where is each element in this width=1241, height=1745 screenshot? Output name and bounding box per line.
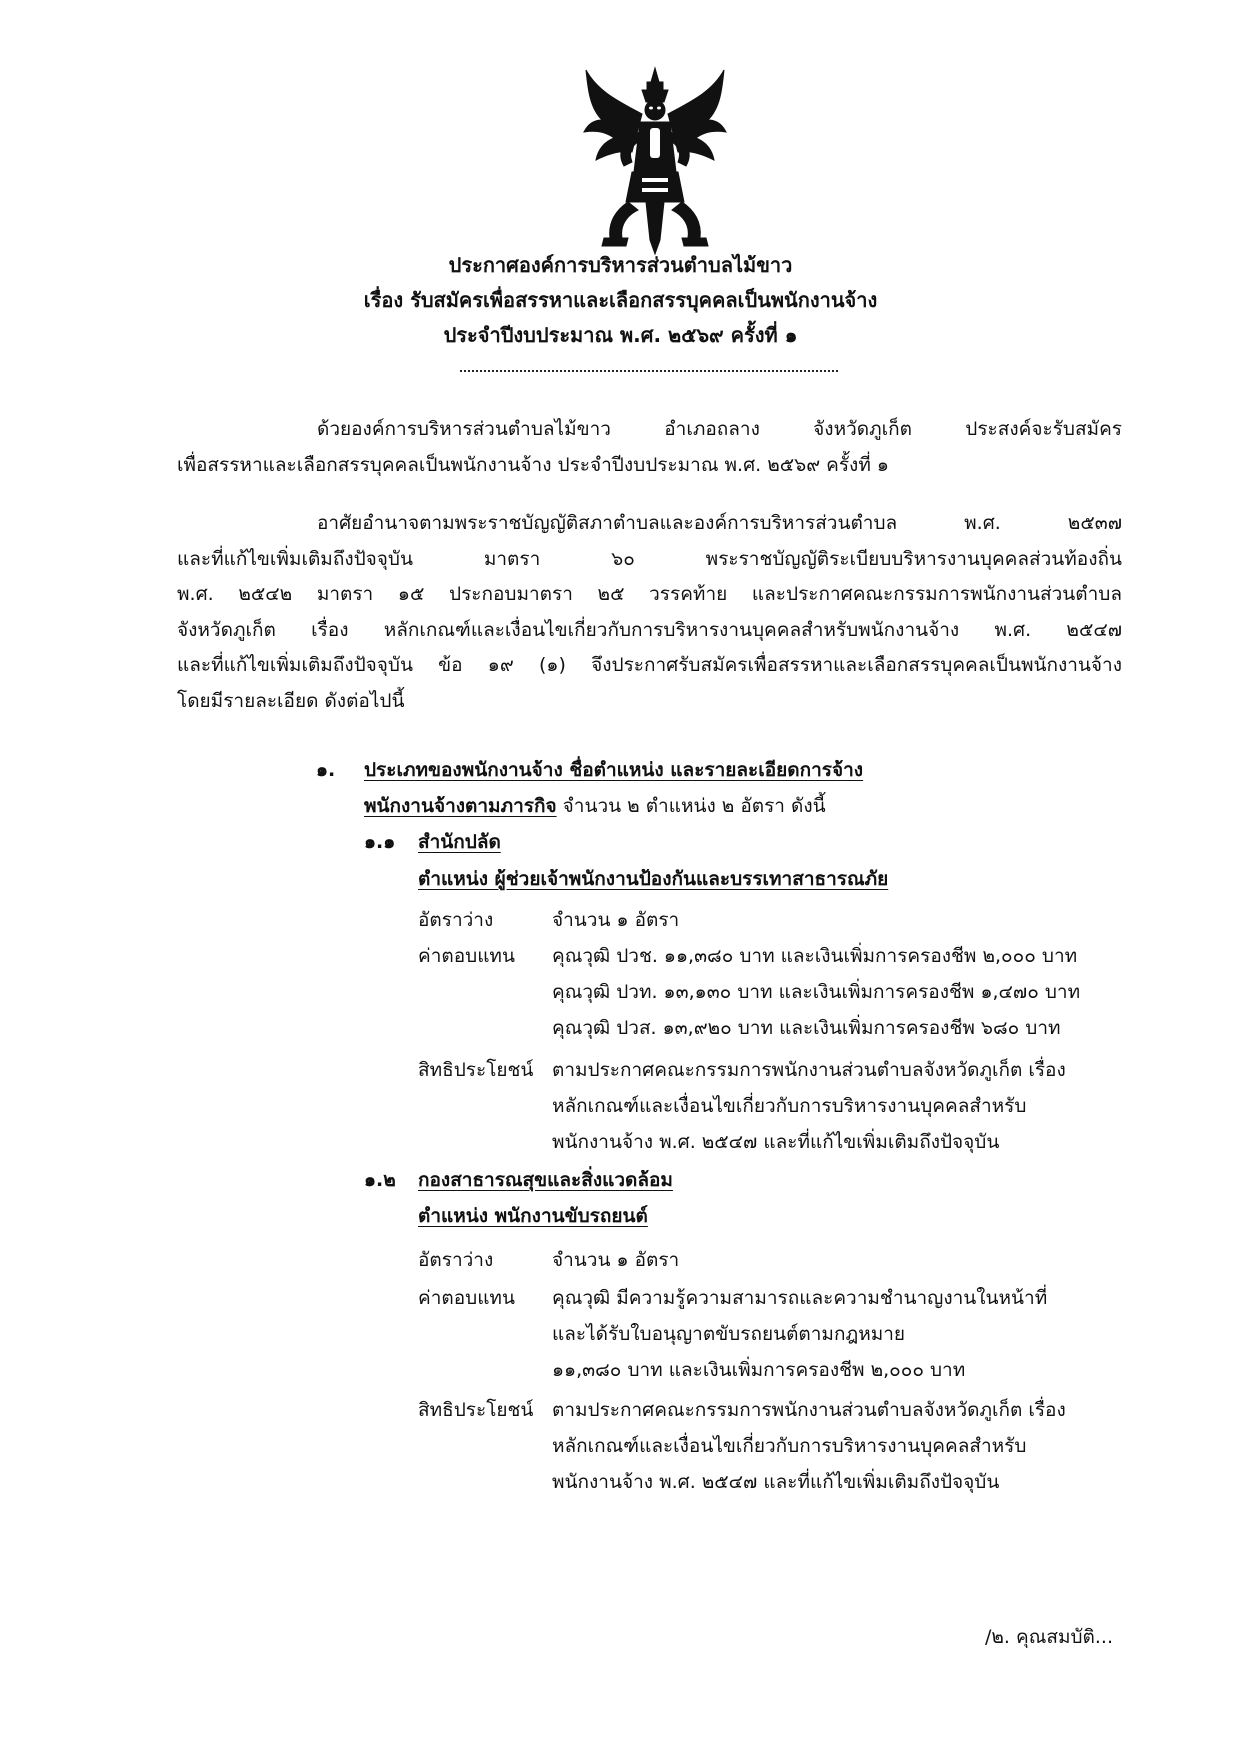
section-1-2-position: ตำแหน่ง พนักงานขับรถยนต์ bbox=[418, 1205, 648, 1227]
paragraph-line: พ.ศ. ๒๕๔๒ มาตรา ๑๕ ประกอบมาตรา ๒๕ วรรคท้าย และประกาศคณะกรรมการพนักงานส่วนตำบล bbox=[177, 583, 1122, 605]
paragraph-line: และที่แก้ไขเพิ่มเติมถึงปัจจุบัน มาตรา ๖๐ พระราชบัญญัติระเบียบบริหารงานบุคคลส่วนท้องถิ่น bbox=[177, 547, 1122, 570]
garuda-emblem-icon bbox=[580, 62, 730, 258]
section-1-heading: ประเภทของพนักงานจ้าง ชื่อตำแหน่ง และรายละเอียดการจ้าง bbox=[364, 759, 864, 781]
paragraph-line: ด้วยองค์การบริหารส่วนตำบลไม้ขาว อำเภอถลาง จังหวัดภูเก็ต ประสงค์จะรับสมัคร bbox=[317, 418, 1122, 440]
title-divider bbox=[460, 370, 838, 372]
section-1-1-pay-label: ค่าตอบแทน bbox=[418, 945, 515, 967]
section-1-2-pay-line: ๑๑,๓๘๐ บาท และเงินเพิ่มการครองชีพ ๒,๐๐๐ บาท bbox=[552, 1359, 966, 1381]
authority-paragraph bbox=[177, 506, 1122, 719]
section-1-1-position: ตำแหน่ง ผู้ช่วยเจ้าพนักงานป้องกันและบรรเทาสาธารณภัย bbox=[418, 868, 889, 890]
announcement-title bbox=[0, 248, 1241, 353]
section-1-subheading-row bbox=[364, 789, 826, 823]
title-line-1: ประกาศองค์การบริหารส่วนตำบลไม้ขาว bbox=[448, 253, 793, 277]
paragraph-line: อาศัยอำนาจตามพระราชบัญญัติสภาตำบลและองค์การบริหารส่วนตำบล พ.ศ. ๒๕๓๗ bbox=[317, 512, 1122, 534]
section-1-2-vacancy-value: จำนวน ๑ อัตรา bbox=[552, 1249, 680, 1271]
paragraph-line: โดยมีรายละเอียด ดังต่อไปนี้ bbox=[177, 689, 405, 712]
section-1-2-benefit-line: หลักเกณฑ์และเงื่อนไขเกี่ยวกับการบริหารงานบุคคลสำหรับ bbox=[552, 1435, 1027, 1457]
intro-paragraph bbox=[177, 412, 1122, 483]
section-1-1-department: สำนักปลัด bbox=[418, 831, 501, 853]
paragraph-line: เพื่อสรรหาและเลือกสรรบุคคลเป็นพนักงานจ้าง ประจำปีงบประมาณ พ.ศ. ๒๕๖๙ ครั้งที่ ๑ bbox=[177, 453, 889, 476]
section-1-1-benefit-line: ตามประกาศคณะกรรมการพนักงานส่วนตำบลจังหวัดภูเก็ต เรื่อง bbox=[552, 1059, 1066, 1081]
section-1-number: ๑. bbox=[316, 759, 336, 781]
page-continuation: /๒. คุณสมบัติ... bbox=[985, 1626, 1113, 1648]
section-1-1-benefit-line: หลักเกณฑ์และเงื่อนไขเกี่ยวกับการบริหารงานบุคคลสำหรับ bbox=[552, 1095, 1027, 1117]
section-1-2-benefit-line: พนักงานจ้าง พ.ศ. ๒๕๔๗ และที่แก้ไขเพิ่มเติมถึงปัจจุบัน bbox=[552, 1471, 1000, 1493]
section-1-2-pay-label: ค่าตอบแทน bbox=[418, 1287, 515, 1309]
section-1-subheading-rest: จำนวน ๒ ตำแหน่ง ๒ อัตรา ดังนี้ bbox=[556, 795, 826, 817]
paragraph-line: จังหวัดภูเก็ต เรื่อง หลักเกณฑ์และเงื่อนไขเกี่ยวกับการบริหารงานบุคคลสำหรับพนักงานจ้าง พ.ศ. ๒๕๔๗ bbox=[177, 618, 1122, 641]
section-1-2-vacancy-label: อัตราว่าง bbox=[418, 1249, 494, 1271]
title-line-3: ประจำปีงบประมาณ พ.ศ. ๒๕๖๙ ครั้งที่ ๑ bbox=[443, 323, 798, 347]
section-1-2-department: กองสาธารณสุขและสิ่งแวดล้อม bbox=[418, 1169, 673, 1191]
section-1-1-vacancy-label: อัตราว่าง bbox=[418, 909, 494, 931]
section-1-2-benefit-label: สิทธิประโยชน์ bbox=[418, 1399, 534, 1421]
section-1-1-benefit-line: พนักงานจ้าง พ.ศ. ๒๕๔๗ และที่แก้ไขเพิ่มเติมถึงปัจจุบัน bbox=[552, 1131, 1000, 1153]
section-1-subheading: พนักงานจ้างตามภารกิจ bbox=[364, 795, 557, 817]
section-1-1-benefit-label: สิทธิประโยชน์ bbox=[418, 1059, 534, 1081]
paragraph-line: และที่แก้ไขเพิ่มเติมถึงปัจจุบัน ข้อ ๑๙ (๑) จึงประกาศรับสมัครเพื่อสรรหาและเลือกสรรบุคคลเป็นพนักงานจ้าง bbox=[177, 654, 1122, 676]
section-1-1-pay-line: คุณวุฒิ ปวส. ๑๓,๙๒๐ บาท และเงินเพิ่มการครองชีพ ๖๘๐ บาท bbox=[552, 1017, 1061, 1039]
section-1-2-pay-line: และได้รับใบอนุญาตขับรถยนต์ตามกฎหมาย bbox=[552, 1323, 906, 1345]
section-1-1-pay-line: คุณวุฒิ ปวท. ๑๓,๑๓๐ บาท และเงินเพิ่มการครองชีพ ๑,๔๗๐ บาท bbox=[552, 981, 1081, 1003]
title-line-2: เรื่อง รับสมัครเพื่อสรรหาและเลือกสรรบุคคลเป็นพนักงานจ้าง bbox=[363, 288, 878, 312]
section-1-1-number: ๑.๑ bbox=[364, 831, 396, 853]
section-1-1-pay-line: คุณวุฒิ ปวช. ๑๑,๓๘๐ บาท และเงินเพิ่มการครองชีพ ๒,๐๐๐ บาท bbox=[552, 945, 1078, 967]
section-1-2-pay-line: คุณวุฒิ มีความรู้ความสามารถและความชำนาญงานในหน้าที่ bbox=[552, 1287, 1048, 1309]
section-1-2-benefit-line: ตามประกาศคณะกรรมการพนักงานส่วนตำบลจังหวัดภูเก็ต เรื่อง bbox=[552, 1399, 1066, 1421]
section-1-2-number: ๑.๒ bbox=[364, 1169, 396, 1191]
section-1-1-vacancy-value: จำนวน ๑ อัตรา bbox=[552, 909, 680, 931]
